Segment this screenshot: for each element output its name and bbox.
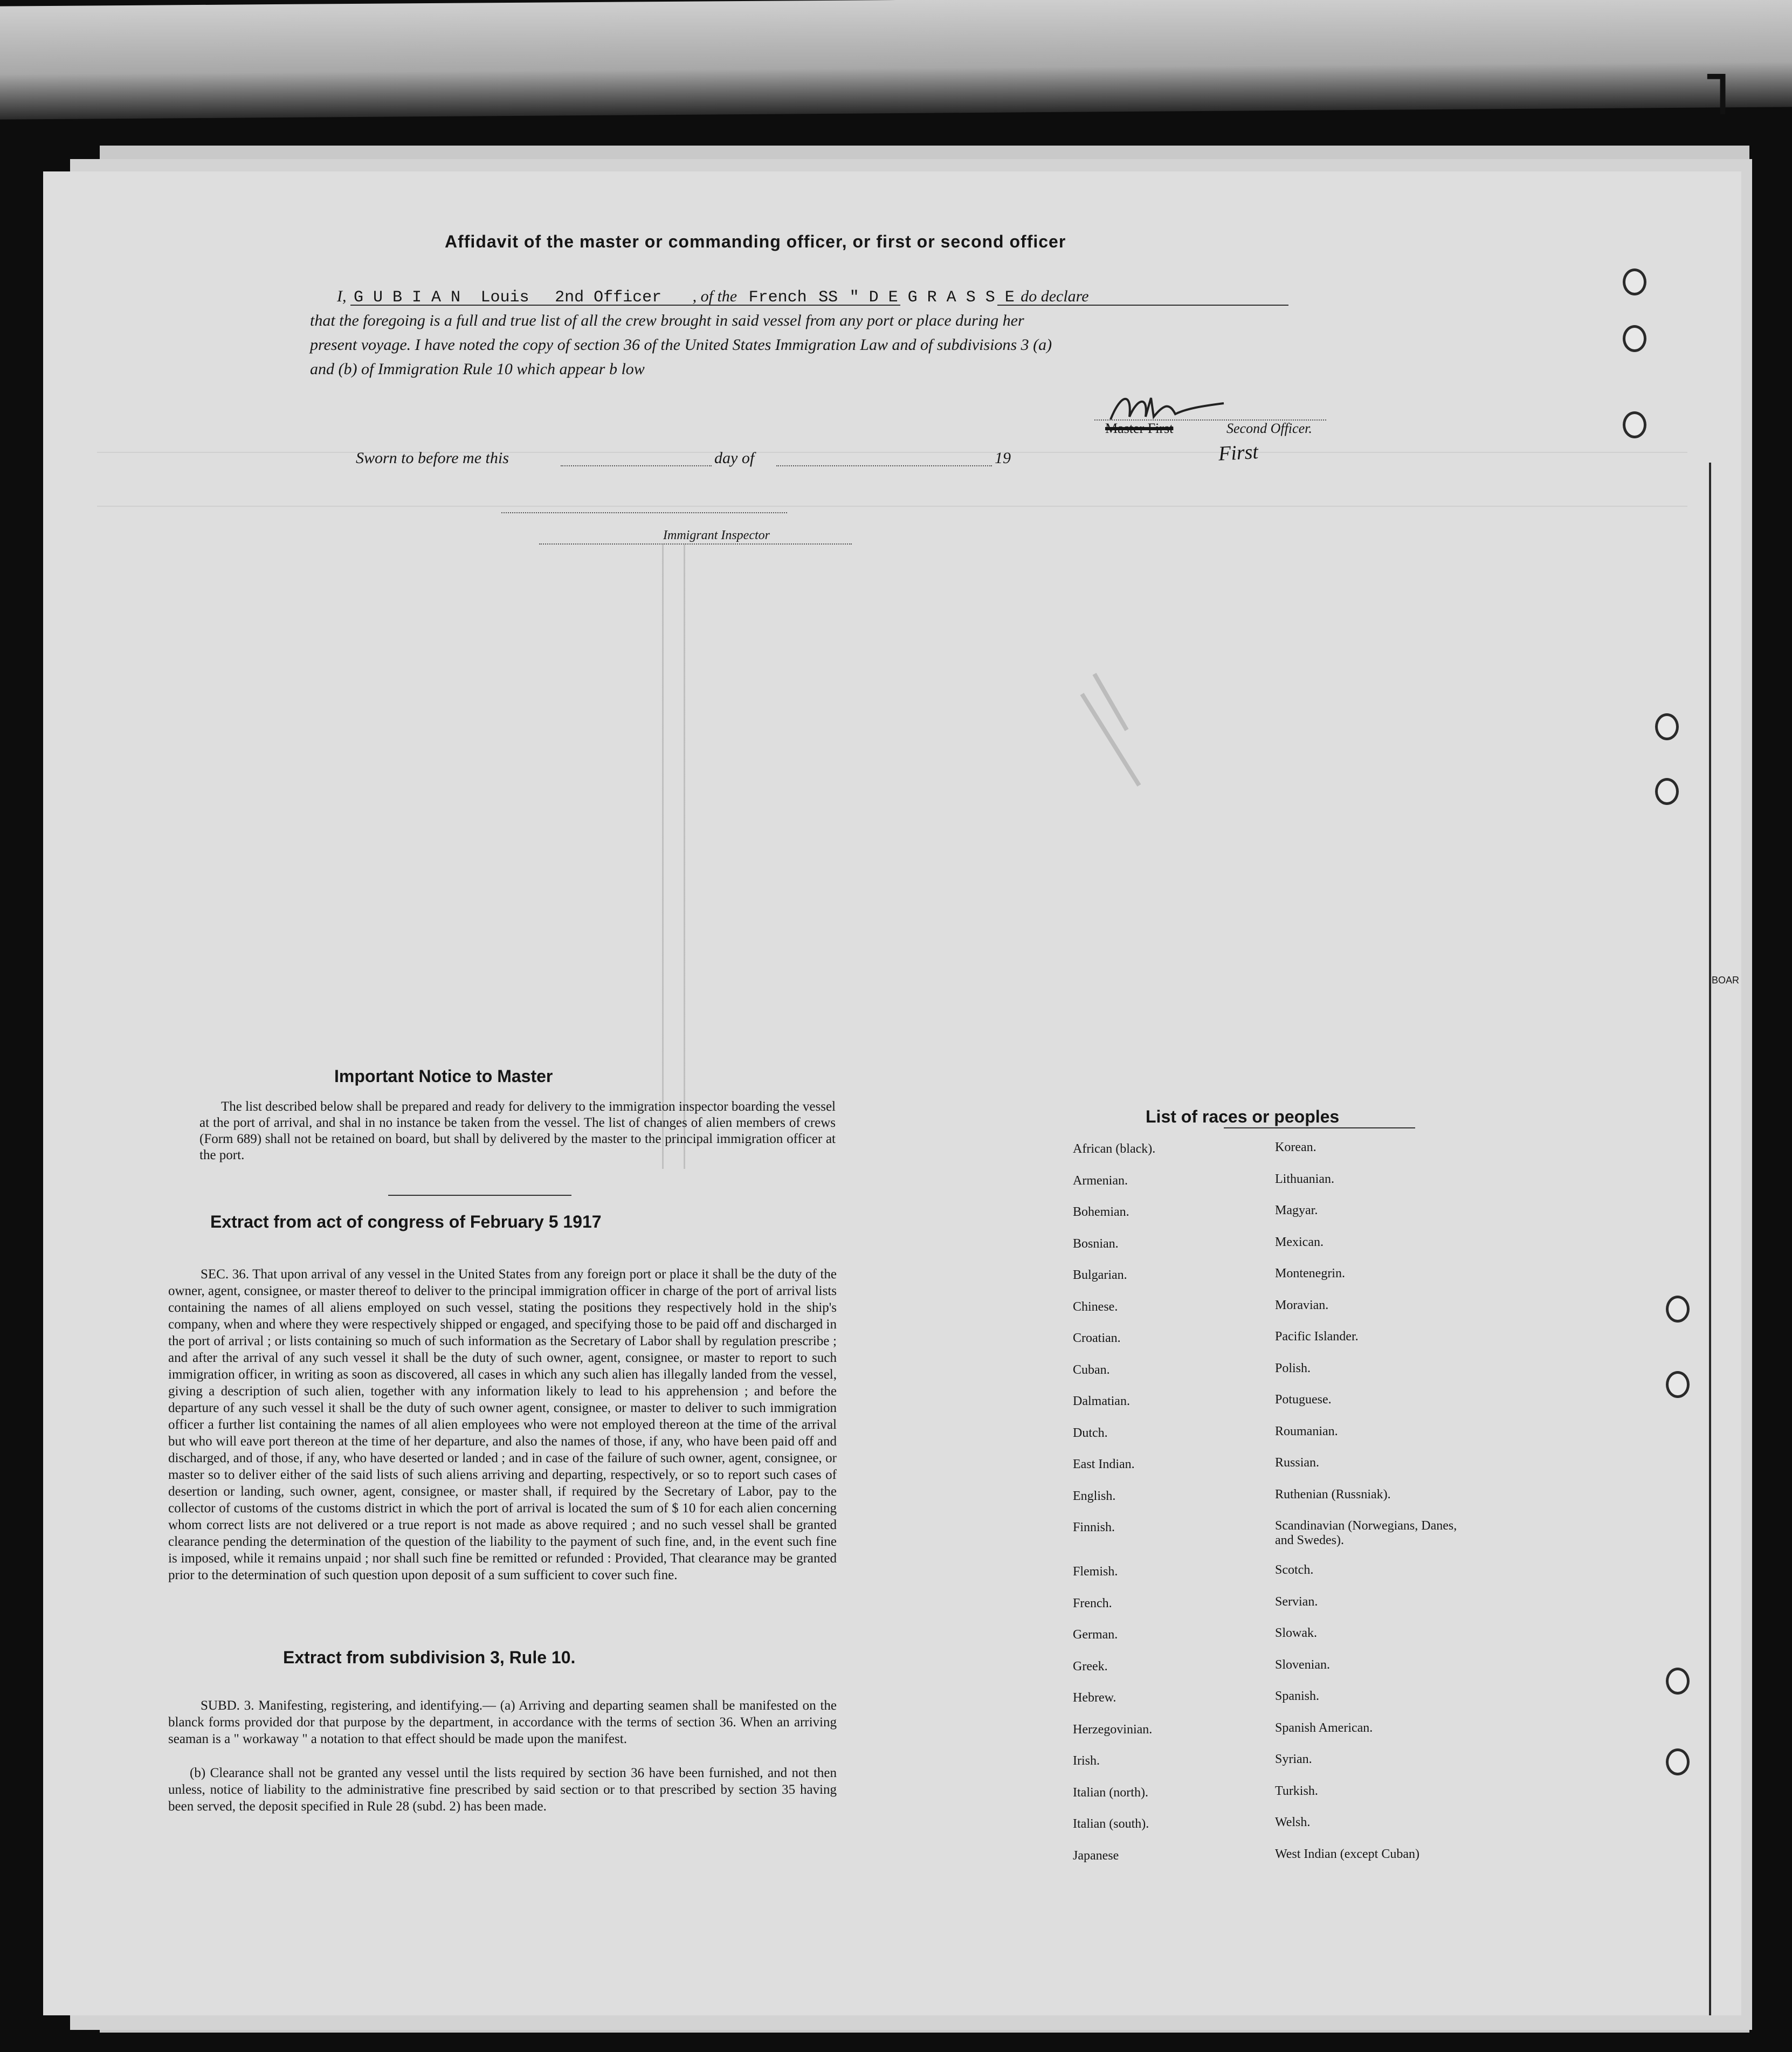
race-item: German. [1073, 1628, 1118, 1642]
race-item: English. [1073, 1489, 1116, 1503]
race-item: Chinese. [1073, 1299, 1118, 1314]
of-the: , of the [692, 287, 738, 305]
sworn-month-field [776, 465, 992, 466]
rule-title: Extract from subdivision 3, Rule 10. [283, 1648, 576, 1667]
sworn-prefix: Sworn to before me this [356, 449, 509, 467]
race-item: Montenegrin. [1275, 1266, 1345, 1280]
binder-hole-9 [1666, 1748, 1690, 1775]
race-item: Korean. [1275, 1140, 1317, 1154]
officer-rank: 2nd Officer [555, 288, 662, 307]
page-rule-right [1709, 463, 1711, 2015]
race-item: Dutch. [1073, 1426, 1108, 1440]
race-item: Bosnian. [1073, 1236, 1119, 1251]
notice-title: Important Notice to Master [334, 1066, 553, 1086]
handwritten-correction: First [1217, 440, 1259, 465]
vessel-underline [997, 305, 1288, 306]
edge-text: BOAR [1712, 975, 1740, 986]
corner-mark: ⌐ [1682, 67, 1757, 121]
race-item: Bohemian. [1073, 1205, 1129, 1219]
race-item: Syrian. [1275, 1752, 1312, 1766]
race-item: Greek. [1073, 1659, 1108, 1674]
binder-hole-2 [1623, 325, 1646, 352]
race-item: Lithuanian. [1275, 1172, 1334, 1186]
binder-hole-1 [1623, 268, 1646, 295]
manifest-page [43, 171, 1741, 2015]
race-item: Scotch. [1275, 1563, 1314, 1577]
sworn-year: 19 [995, 449, 1011, 467]
binder-hole-3 [1623, 411, 1646, 438]
race-item: Irish. [1073, 1754, 1100, 1768]
race-item: Moravian. [1275, 1298, 1329, 1312]
race-item: Potuguese. [1275, 1393, 1332, 1407]
race-item: Roumanian. [1275, 1424, 1338, 1438]
bleed-through-rule-2 [97, 506, 1687, 507]
do-declare: do declare [1021, 287, 1089, 305]
race-item: Finnish. [1073, 1520, 1115, 1534]
race-item: Cuban. [1073, 1362, 1110, 1377]
races-title: List of races or peoples [1146, 1107, 1340, 1126]
vessel-nationality: French [748, 288, 807, 307]
notice-divider [388, 1195, 571, 1196]
race-item: Ruthenian (Russniak). [1275, 1487, 1391, 1502]
race-item: Mexican. [1275, 1235, 1324, 1249]
officer-title-label: Second Officer. [1226, 421, 1312, 436]
notice-body: The list described below shall be prepared and ready for delivery to the immigration inspector boarding the vessel at the port of arrival, and shal in no instance be taken from the vessel. The list of changes of alien members of crews (Form 689) shall not be retained on board, but shall by delivered by the master to the principal immigration officer at the port. [199, 1099, 836, 1162]
bleed-through-marks [652, 543, 701, 1169]
officer-title-struck: Master First [1105, 421, 1174, 436]
race-item: Hebrew. [1073, 1691, 1116, 1705]
bleed-through-rule [97, 452, 1687, 453]
race-item: Dalmatian. [1073, 1394, 1130, 1408]
race-item: Scandinavian (Norwegians, Danes, and Swedes). [1275, 1519, 1457, 1547]
act-title: Extract from act of congress of February 5 1917 [210, 1212, 602, 1231]
race-item: Japanese [1073, 1848, 1119, 1863]
races-title-underline [1224, 1127, 1415, 1128]
race-item: Pacific Islander. [1275, 1330, 1359, 1344]
top-sheet-edge [0, 0, 1792, 120]
race-item: Italian (north). [1073, 1785, 1148, 1800]
binder-hole-7 [1666, 1371, 1690, 1398]
race-item: West Indian (except Cuban) [1275, 1847, 1419, 1861]
vessel-type: SS [818, 288, 838, 307]
race-item: Italian (south). [1073, 1817, 1149, 1831]
race-item: Flemish. [1073, 1565, 1118, 1579]
race-item: East Indian. [1073, 1457, 1135, 1471]
race-item: Russian. [1275, 1456, 1320, 1470]
race-item: French. [1073, 1596, 1112, 1610]
race-item: Turkish. [1275, 1784, 1318, 1798]
binder-hole-8 [1666, 1668, 1690, 1695]
race-item: Servian. [1275, 1594, 1318, 1609]
prefix: I, [337, 287, 347, 305]
race-item: Spanish. [1275, 1689, 1320, 1703]
affidavit-line-3: present voyage. I have noted the copy of section 36 of the United States Immigration Law and of subdivisions 3 (a) [310, 336, 1052, 354]
race-item: Welsh. [1275, 1815, 1311, 1829]
race-item: Magyar. [1275, 1203, 1318, 1217]
name-underline [350, 305, 900, 306]
sworn-day: day of [714, 449, 755, 467]
binder-hole-6 [1666, 1296, 1690, 1323]
race-item: Spanish American. [1275, 1720, 1373, 1735]
affidavit-title: Affidavit of the master or commanding officer, or first or second officer [445, 232, 1066, 251]
act-body: SEC. 36. That upon arrival of any vessel in the United States from any foreign port or place it shall be the duty of the owner, agent, consignee, or master thereof to deliver to the principal immigration officer in charge of the port of arrival lists containing the names of all aliens employed on such vessel, stating the positions they respectively hold in the ship's company, when and where they were respectively shipped or engaged, and specifying those to be paid off and discharged in the port of arrival ; or lists containing so much of such information as the Secretary of Labor shall by regulation prescribe ; and after the arrival of any such vessel it shall be the duty of such owner, agent, consignee, or master to report to such immigration officer, in writing as soon as discovered, all cases in which any such alien has illegally landed from the vessel, giving a description of such alien, together with any information likely to lead to his apprehension ; and before the departure of any such vessel it shall be the duty of such owner agent, consignee, or master to deliver to such immigration officer a further list containing the names of all alien employees who were not employed thereon at the time of the arrival but who will eave port thereon at the time of her departure, and also the names of those, if any, who have been paid off and discharged, and of those, if any, who have deserted or landed ; and in case of the failure of such owner, agent, consignee, or master so to deliver either of the said lists of such aliens arriving and departing, respectively, or so to report such cases of desertion or landing, such owner, agent, consignee, or master shall, if required by the Secretary of Labor, pay to the collector of customs of the customs district in which the port of arrival is located the sum of $ 10 for each alien concerning whom correct lists are not delivered or a true report is not made as above required ; and no such vessel shall be granted clearance pending the determination of the question of the liability to the payment of such fine, and, in the event such fine is imposed, while it remains unpaid ; nor shall such fine be remitted or refunded : Provided, That clearance may be granted prior to the determination of such question upon deposit of a sum sufficient to cover such fine. [168, 1267, 837, 1582]
inspector-label: Immigrant Inspector [663, 528, 770, 542]
race-item: Bulgarian. [1073, 1268, 1127, 1282]
affidavit-line-4: and (b) of Immigration Rule 10 which appear b low [310, 360, 645, 378]
binder-hole-4 [1655, 713, 1679, 740]
vessel-name: " D E G R A S S E [849, 288, 1015, 307]
officer-surname: G U B I A N [354, 288, 461, 307]
binder-hole-5 [1655, 778, 1679, 805]
race-item: Slovenian. [1275, 1657, 1330, 1672]
sworn-day-field [561, 465, 712, 466]
officer-given-name: Louis [480, 288, 529, 307]
race-item: Armenian. [1073, 1173, 1128, 1188]
race-item: Herzegovinian. [1073, 1722, 1153, 1737]
race-item: Polish. [1275, 1361, 1311, 1375]
affidavit-line-2: that the foregoing is a full and true list of all the crew brought in said vessel from any port or place during her [310, 312, 1024, 329]
rule-para-b: (b) Clearance shall not be granted any vessel until the lists required by section 36 have been furnished, and not then unless, notice of liability to the administrative fine prescribed by said section or to that prescribed by section 35 having been served, the deposit specified in Rule 28 (subd. 2) has been made. [168, 1766, 837, 1814]
affidavit-line-1 [337, 287, 1523, 307]
inspector-line-1 [501, 512, 787, 513]
race-item: Croatian. [1073, 1331, 1121, 1345]
race-item: Slowak. [1275, 1626, 1317, 1640]
race-item: African (black). [1073, 1142, 1156, 1156]
rule-para-a: SUBD. 3. Manifesting, registering, and identifying.— (a) Arriving and departing seamen shall be manifested on the blanck forms provided dor that purpose by the department, in accordance with the terms of section 36. When an arriving seaman is a " workaway " a notation to that effect should be made upon the manifest. [168, 1698, 837, 1746]
